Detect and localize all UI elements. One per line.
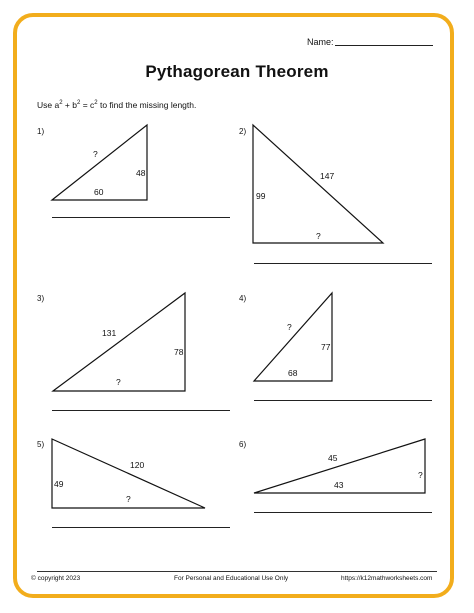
answer-line[interactable] xyxy=(254,400,432,401)
answer-line[interactable] xyxy=(254,263,432,264)
problem-number: 6) xyxy=(239,440,247,449)
answer-line[interactable] xyxy=(52,217,230,218)
side-label: 48 xyxy=(136,168,146,178)
side-label: 120 xyxy=(130,460,145,470)
side-label: 60 xyxy=(94,187,104,197)
instructions: Use $a^2 + b^2 = c^2$ to find the missing length. xyxy=(37,100,197,110)
side-label: ? xyxy=(418,470,423,480)
side-label: ? xyxy=(93,149,98,159)
side-label: 78 xyxy=(174,347,184,357)
side-label: 49 xyxy=(54,479,64,489)
side-label: 147 xyxy=(320,171,335,181)
answer-line[interactable] xyxy=(52,410,230,411)
side-label: 131 xyxy=(102,328,117,338)
triangle-2 xyxy=(253,125,383,243)
problem-number: 2) xyxy=(239,127,247,136)
side-label: ? xyxy=(116,377,121,387)
page-title: Pythagorean Theorem xyxy=(145,62,329,81)
footer-copyright: © copyright 2023 xyxy=(31,575,81,582)
name-label: Name: xyxy=(307,37,334,47)
side-label: 99 xyxy=(256,191,266,201)
side-label: 45 xyxy=(328,453,338,463)
answer-line[interactable] xyxy=(52,527,230,528)
problem-number: 1) xyxy=(37,127,45,136)
problem-number: 5) xyxy=(37,440,45,449)
answer-line[interactable] xyxy=(254,512,432,513)
side-label: ? xyxy=(316,231,321,241)
problem-number: 3) xyxy=(37,294,45,303)
side-label: 68 xyxy=(288,368,298,378)
footer-url[interactable]: https://k12mathworksheets.com xyxy=(341,575,433,582)
problem-number: 4) xyxy=(239,294,247,303)
footer-usage: For Personal and Educational Use Only xyxy=(174,575,289,582)
side-label: ? xyxy=(287,322,292,332)
side-label: ? xyxy=(126,494,131,504)
side-label: 77 xyxy=(321,342,331,352)
side-label: 43 xyxy=(334,480,344,490)
footer-divider xyxy=(37,571,437,572)
